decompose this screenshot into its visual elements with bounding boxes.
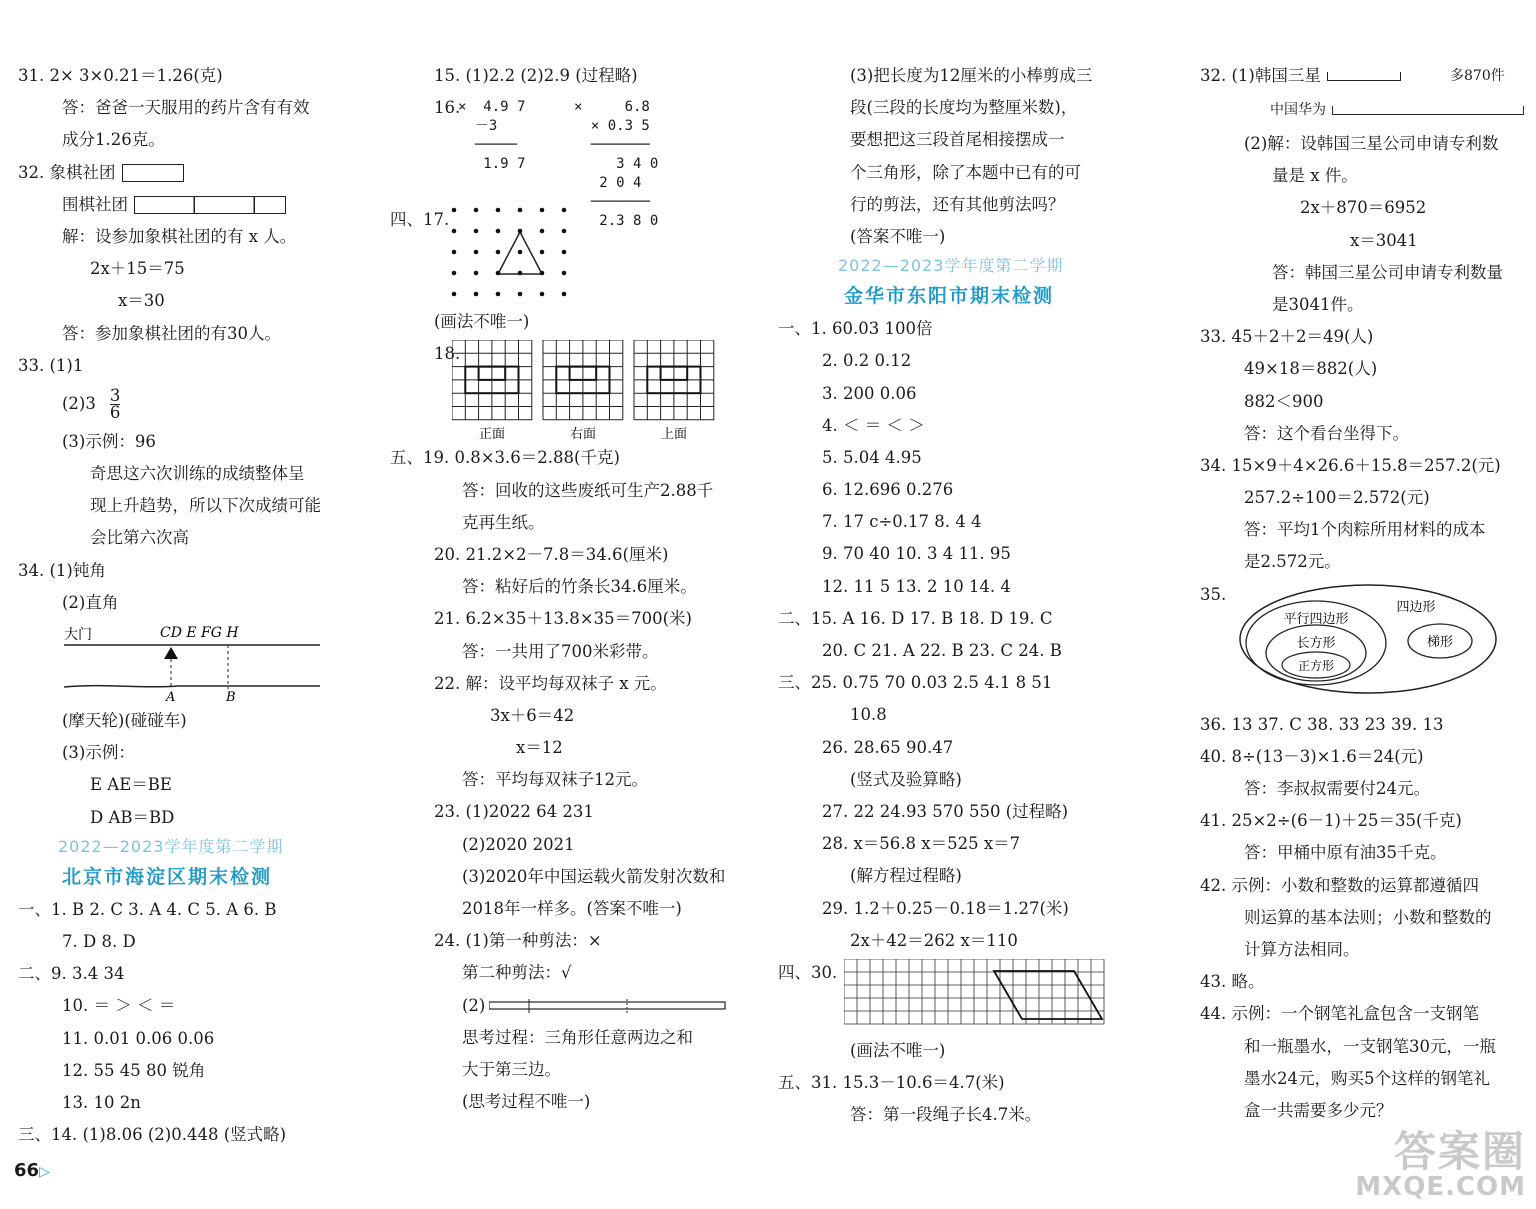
- grid-dot: [540, 292, 545, 297]
- answer-line: 五、31. 15.3－10.6＝4.7(米): [778, 1073, 1005, 1093]
- answer-line: (答案不唯一): [850, 226, 946, 246]
- answer-line: 7. D 8. D: [62, 931, 136, 951]
- answer-line: 三、14. (1)8.06 (2)0.448 (竖式略): [18, 1125, 287, 1145]
- bar-row-go: [18, 189, 363, 221]
- answer-line: 答：平均1个肉粽所用材料的成本: [1244, 520, 1486, 540]
- answer-line: 21. 6.2×35＋13.8×35＝700(米): [434, 609, 692, 629]
- stick-figure: [489, 999, 729, 1013]
- answer-line: 三、25. 0.75 70 0.03 2.5 4.1 8 51: [778, 673, 1053, 693]
- answer-line: 是3041件。: [1272, 294, 1364, 314]
- equation-line: x＝30: [118, 291, 165, 311]
- venn-block: [1200, 579, 1530, 709]
- section-title: 金华市东阳市期末检测: [844, 285, 1055, 308]
- answer-line: [18, 382, 363, 426]
- answer-line: 则运算的基本法则；小数和整数的: [1244, 907, 1492, 927]
- answer-line: 和一瓶墨水，一支钢笔30元，一瓶: [1244, 1036, 1496, 1056]
- view-grid: [543, 340, 623, 420]
- grid-dot: [540, 229, 545, 234]
- answer-line: 2018年一样多。(答案不唯一): [462, 899, 682, 918]
- answer-line: (竖式及验算略): [850, 769, 962, 789]
- answer-line: 257.2÷100＝2.572(元): [1244, 488, 1430, 508]
- column-1: [18, 60, 363, 1151]
- venn-label-square: 正方形: [1297, 658, 1335, 673]
- dot-grid-block: [390, 204, 760, 306]
- answer-line: (2)直角: [62, 592, 119, 612]
- bar-label: 32. 象棋社团: [18, 162, 116, 182]
- grid-dot: [496, 208, 501, 213]
- view-label-right: 右面: [569, 427, 597, 443]
- answer-line: 23. (1)2022 64 231: [434, 802, 594, 822]
- answer-line: 10.8: [850, 705, 887, 725]
- answer-line: 9. 70 40 10. 3 4 11. 95: [822, 544, 1011, 564]
- bar-row-huawei: [1270, 94, 1524, 126]
- answer-line: 24. (1)第一种剪法：×: [434, 931, 602, 951]
- equation-line: x＝3041: [1350, 230, 1418, 250]
- answer-line: 第二种剪法：√: [462, 963, 572, 983]
- answer-line: 克再生纸。: [462, 512, 545, 532]
- answer-line: (3)示例：96: [62, 431, 156, 451]
- answer-line: 31. 2× 3×0.21＝1.26(克): [18, 66, 223, 85]
- answer-line: 2x＋42＝262 x＝110: [850, 930, 1018, 950]
- watermark: [1355, 1127, 1526, 1202]
- fig-label-a: A: [166, 690, 176, 705]
- answer-line: 12. 11 5 13. 2 10 14. 4: [822, 576, 1011, 596]
- answer-line: 解：设参加象棋社团的有 x 人。: [62, 226, 297, 246]
- answer-line: (3)把长度为12厘米的小棒剪成三: [850, 66, 1093, 85]
- venn-label-rectangle: 长方形: [1296, 635, 1336, 651]
- grid-dot: [452, 208, 457, 213]
- answer-line: 12. 55 45 80 锐角: [62, 1060, 206, 1080]
- venn-label-parallelogram: 平行四边形: [1283, 611, 1349, 627]
- answer-line: 4. ＜ ＝ ＜ ＞: [822, 415, 925, 435]
- answer-line: 49×18＝882(人): [1244, 359, 1378, 379]
- answer-line: 11. 0.01 0.06 0.06: [62, 1028, 215, 1048]
- answer-line: 33. 45＋2＋2＝49(人): [1200, 327, 1374, 347]
- answer-line: (2)2020 2021: [462, 834, 575, 854]
- page-triangle-icon: ▷: [39, 1164, 50, 1180]
- bar-annotation: 多870件: [1450, 68, 1505, 84]
- answer-line: 大于第三边。: [462, 1059, 561, 1079]
- numerator: 3: [109, 385, 121, 405]
- road-figure: [18, 619, 338, 709]
- venn-label-quadrilateral: 四边形: [1396, 599, 1436, 615]
- grid-dot: [562, 271, 567, 276]
- square-grid: [844, 959, 1104, 1024]
- views-block: [390, 338, 760, 442]
- answer-line: 成分1.26克。: [62, 130, 165, 150]
- answer-line: 答：这个看台坐得下。: [1244, 423, 1409, 443]
- answer-line: D AB＝BD: [90, 807, 175, 827]
- grid-dot: [474, 229, 479, 234]
- answer-line: 2. 0.2 0.12: [822, 351, 912, 371]
- answer-line: 段(三段的长度均为整厘米数)，: [850, 98, 1078, 118]
- view-grid: [634, 340, 714, 420]
- grid-dot: [562, 208, 567, 213]
- grid-dot: [474, 271, 479, 276]
- column-4: [1200, 60, 1530, 1127]
- answer-line: 3. 200 0.06: [822, 383, 917, 403]
- question-number: 35.: [1200, 584, 1227, 604]
- vertical-calc-2: × 6.8 × 0.3 5 ─────── 3 4 0 2 0 4 ─────── 2.3 8 0: [574, 99, 659, 230]
- answer-line: 二、9. 3.4 34: [18, 964, 125, 984]
- answer-line: 答：一共用了700米彩带。: [462, 641, 659, 661]
- bar-label: 中国华为: [1270, 102, 1326, 118]
- answer-line: (画法不唯一): [850, 1040, 946, 1060]
- answer-line: 27. 22 24.93 570 550 (过程略): [822, 801, 1069, 821]
- grid-dot: [518, 250, 523, 255]
- grid-dot: [474, 250, 479, 255]
- answer-line: 答：粘好后的竹条长34.6厘米。: [462, 577, 697, 597]
- answer-line: [1200, 60, 1401, 92]
- answer-line: 会比第六次高: [90, 528, 189, 548]
- answer-line: 奇思这六次训练的成绩整体呈: [90, 464, 305, 484]
- grid-dot: [562, 229, 567, 234]
- parallelogram-block: [778, 957, 1158, 1035]
- vertical-calc-1: × 4.9 7 －3 ───── 1.9 7: [458, 99, 526, 173]
- answer-line: 29. 1.2＋0.25－0.18＝1.27(米): [822, 898, 1069, 918]
- watermark-url: MXQE.COM: [1355, 1172, 1526, 1202]
- grid-dot: [496, 250, 501, 255]
- answer-line: 26. 28.65 90.47: [822, 737, 954, 757]
- parallelogram-grid-figure: [844, 959, 1114, 1031]
- grid-dot: [562, 292, 567, 297]
- answer-line: 34. (1)钝角: [18, 560, 106, 580]
- answer-line: 量是 x 件。: [1272, 166, 1358, 186]
- answer-line: 二、15. A 16. D 17. B 18. D 19. C: [778, 608, 1053, 628]
- column-3: [778, 60, 1158, 1131]
- grid-dot: [452, 292, 457, 297]
- answer-line: 20. 21.2×2－7.8＝34.6(厘米): [434, 544, 669, 564]
- dot-grid-figure: [450, 204, 610, 304]
- venn-label-trapezoid: 梯形: [1426, 634, 1454, 650]
- view-grid: [452, 340, 532, 420]
- section-title: 北京市海淀区期末检测: [62, 865, 273, 888]
- answer-line: 个三角形，除了本题中已有的可: [850, 162, 1081, 182]
- answer-line: 44. 示例：一个钢笔礼盒包含一支钢笔: [1200, 1004, 1479, 1024]
- answer-line: 40. 8÷(13－3)×1.6＝24(元): [1200, 746, 1424, 766]
- page-number-text: 66: [14, 1160, 40, 1181]
- grid-dot: [474, 292, 479, 297]
- venn-diagram: [1238, 581, 1508, 705]
- answer-line: 33. (1)1: [18, 355, 84, 375]
- bar-row-chess: [18, 157, 363, 189]
- answer-line: 计算方法相同。: [1244, 939, 1360, 959]
- answer-line: 7. 17 c÷0.17 8. 4 4: [822, 512, 982, 532]
- answer-line: (解方程过程略): [850, 866, 962, 886]
- bar-label: 32. (1)韩国三星: [1200, 66, 1321, 85]
- grid-dot: [540, 208, 545, 213]
- equation-line: 2x＋15＝75: [90, 259, 185, 279]
- question-number: 四、17.: [390, 210, 450, 230]
- grid-dot: [540, 250, 545, 255]
- view-label-top: 上面: [660, 427, 688, 443]
- figure-caption: (摩天轮)(碰碰车): [62, 711, 187, 730]
- grid-dot: [452, 229, 457, 234]
- answer-line: (思考过程不唯一): [462, 1092, 591, 1112]
- patent-bars: [1200, 60, 1530, 128]
- grid-dot: [518, 229, 523, 234]
- answer-line: E AE＝BE: [90, 775, 172, 795]
- grid-dot: [540, 271, 545, 276]
- watermark-text: 答案圈: [1393, 1127, 1526, 1176]
- answer-line: 28. x＝56.8 x＝525 x＝7: [822, 834, 1021, 854]
- grid-dot: [518, 271, 523, 276]
- answer-line: 10. ＝ ＞ ＜ ＝: [62, 996, 176, 1016]
- grid-dot: [518, 208, 523, 213]
- answer-line: 22. 解：设平均每双袜子 x 元。: [434, 673, 667, 693]
- answer-line: 答：回收的这些废纸可生产2.88千: [462, 480, 714, 500]
- answer-line: 43. 略。: [1200, 972, 1265, 992]
- column-2: [390, 60, 760, 1118]
- view-label-front: 正面: [478, 427, 506, 443]
- answer-line: 20. C 21. A 22. B 23. C 24. B: [822, 641, 1062, 660]
- answer-line: 墨水24元，购买5个这样的钢笔礼: [1244, 1068, 1490, 1088]
- answer-line: 答：李叔叔需要付24元。: [1244, 779, 1430, 798]
- question-number: 四、30.: [778, 962, 838, 982]
- equation-line: 2x＋870＝6952: [1300, 198, 1427, 218]
- answer-line: 答：爸爸一天服用的药片含有有效: [62, 98, 310, 118]
- bar-go: [134, 196, 286, 214]
- answer-line: 答：第一段绳子长4.7米。: [850, 1105, 1042, 1125]
- answer-line: 是2.572元。: [1244, 552, 1341, 572]
- bar-label: 围棋社团: [62, 194, 128, 214]
- grid-dot: [452, 271, 457, 276]
- question-part: (2): [462, 995, 486, 1015]
- fig-label-gate: 大门: [64, 627, 92, 643]
- answer-line: 一、1. B 2. C 3. A 4. C 5. A 6. B: [18, 899, 277, 919]
- section-year: 2022—2023学年度第二学期: [838, 256, 1064, 276]
- answer-line: 行的剪法，还有其他剪法吗？: [850, 194, 1065, 214]
- answer-line: 答：参加象棋社团的有30人。: [62, 323, 281, 343]
- answer-line: 36. 13 37. C 38. 33 23 39. 13: [1200, 714, 1444, 734]
- answer-line: 答：甲桶中原有油35千克。: [1244, 843, 1447, 863]
- answer-line: (画法不唯一): [434, 312, 530, 332]
- bar-samsung: [1327, 72, 1401, 81]
- answer-line: 答：平均每双袜子12元。: [462, 770, 648, 790]
- equation-line: x＝12: [516, 738, 563, 758]
- grid-dot: [562, 250, 567, 255]
- answer-line: (2)解：设韩国三星公司申请专利数: [1244, 134, 1499, 153]
- fraction: [109, 385, 121, 422]
- question-number: 16.: [434, 98, 461, 118]
- fig-label-b: B: [226, 690, 236, 705]
- answer-line: 15. (1)2.2 (2)2.9 (过程略): [434, 66, 638, 85]
- three-views-figure: [452, 340, 752, 444]
- question-number: 18.: [434, 344, 461, 364]
- answer-line: 34. 15×9＋4×26.6＋15.8＝257.2(元): [1200, 455, 1501, 475]
- answer-line: 思考过程：三角形任意两边之和: [462, 1027, 693, 1047]
- answer-line: (3)2020年中国运载火箭发射次数和: [462, 866, 726, 886]
- answer-line: 882＜900: [1244, 391, 1324, 411]
- answer-line: 五、19. 0.8×3.6＝2.88(千克): [390, 448, 620, 468]
- grid-dot: [496, 292, 501, 297]
- fig-label-points: CD E FG H: [160, 625, 239, 641]
- grid-dot: [518, 292, 523, 297]
- answer-line: 一、1. 60.03 100倍: [778, 319, 933, 339]
- answer-line: 现上升趋势，所以下次成绩可能: [90, 496, 321, 516]
- answer-line: 42. 示例：小数和整数的运算都遵循四: [1200, 875, 1479, 895]
- equation-line: 3x＋6＝42: [490, 705, 575, 725]
- grid-dot: [474, 208, 479, 213]
- grid-dot: [496, 271, 501, 276]
- denominator: 6: [109, 402, 121, 422]
- stick-row: [390, 990, 760, 1022]
- grid-dot: [496, 229, 501, 234]
- answer-line: 5. 5.04 4.95: [822, 447, 922, 467]
- answer-line: 13. 10 2n: [62, 1092, 141, 1112]
- answer-line: 盒一共需要多少元？: [1244, 1100, 1393, 1120]
- bar-chess: [122, 164, 184, 182]
- answer-line: 41. 25×2÷(6－1)＋25＝35(千克): [1200, 811, 1462, 831]
- answer-line: 答：韩国三星公司申请专利数量: [1272, 262, 1503, 282]
- answer-line: 要想把这三段首尾相接摆成一: [850, 130, 1065, 150]
- bar-huawei: [1332, 106, 1524, 115]
- answer-line: 6. 12.696 0.276: [822, 480, 954, 500]
- answer-text: (2)3: [62, 393, 96, 413]
- section-year: 2022—2023学年度第二学期: [58, 836, 284, 856]
- answer-line: (3)示例：: [62, 743, 135, 763]
- grid-dot: [452, 250, 457, 255]
- page-number: [14, 1160, 50, 1181]
